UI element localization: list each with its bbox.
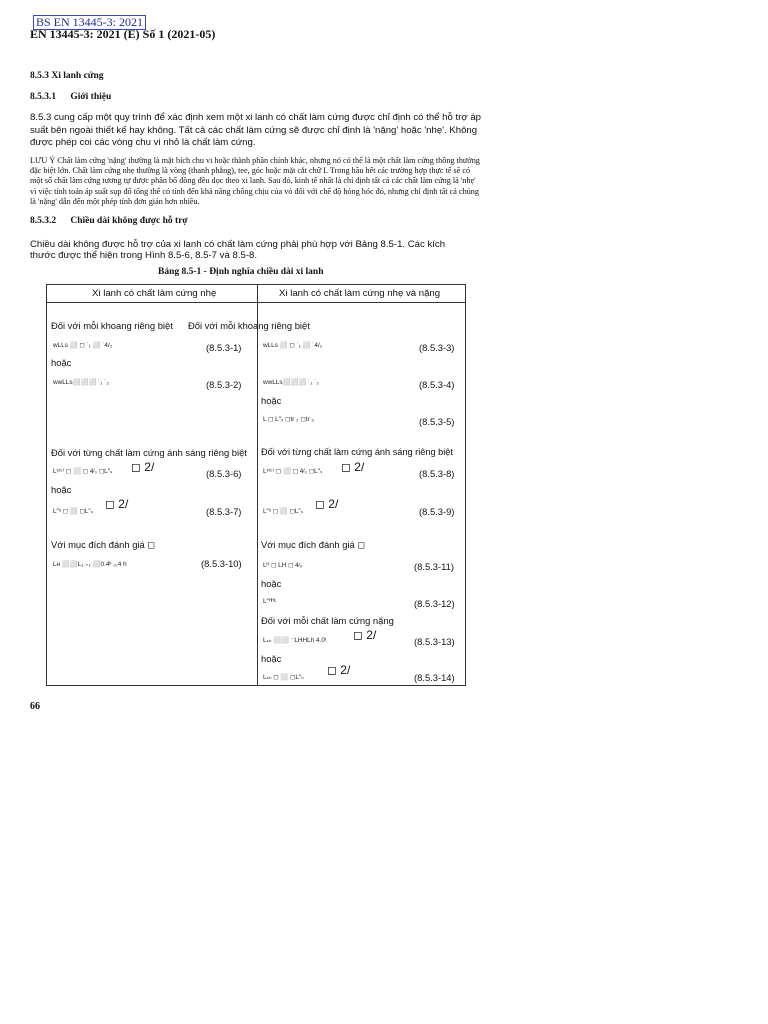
or-label: hoặc bbox=[51, 484, 72, 495]
table-header-divider bbox=[47, 302, 465, 303]
note-paragraph: LƯU Ý Chất làm cứng 'nặng' thường là mặt bích chu vi hoặc thành phần chính khác, nhưng nó có thể là một chất làm cứng thông thường đặc biệt lớn. Chất làm cứng nhẹ thường là vòng (thanh phẳng), tee, góc hoặc mặt cắt chữ I. Trong hầu hết các trường hợp thực tế sẽ có một số chất làm cứng tương tự được phân bố đồng đều dọc theo xi lanh. Sau đó, kinh tế nhất là chỉ định tất cả các chất làm cứng là 'nhẹ' vì việc tính toán áp suất sụp đổ tổng thể có tính đến khả năng chống chịu của vỏ đối với chế độ hỏng hóc đó, nhưng chỉ định tất cả chúng là 'nặng' dẫn đến một phép tính đơn giản hơn nhiều. bbox=[30, 156, 480, 206]
formula-8-5-3-13: Lₛₕ ⬜⬜ ⁻LHHLh 4.0ᵗ bbox=[263, 637, 327, 644]
cylinder-length-table bbox=[46, 284, 466, 686]
formula-8-5-3-11: Lᴴ ◻ LH ◻ 4⁄₀ bbox=[263, 562, 303, 569]
formula-8-5-3-6-term: ◻ 2/ bbox=[131, 460, 155, 474]
equation-number-8-5-3-10: (8.5.3-10) bbox=[201, 558, 242, 569]
label-each-light-right: Đối với từng chất làm cứng ánh sáng riêng biệt bbox=[261, 447, 453, 457]
formula-8-5-3-10: Lʜ ⬜⬜L₁ ₊₁ ⬜0.4ᵏ ₀,4 h bbox=[53, 561, 127, 568]
column-header-light: Xi lanh có chất làm cứng nhẹ bbox=[92, 288, 217, 299]
equation-number-8-5-3-13: (8.5.3-13) bbox=[414, 636, 455, 647]
unsupported-length-paragraph: Chiều dài không được hỗ trợ của xi lanh có chất làm cứng phải phù hợp với Bảng 8.5-1. Các kích thước được thể hiện trong Hình 8.5-6, 8.5-7 và 8.5-8. bbox=[30, 239, 446, 261]
label-each-heavy: Đối với mỗi chất làm cứng nặng bbox=[261, 615, 394, 626]
equation-number-8-5-3-5: (8.5.3-5) bbox=[419, 416, 455, 427]
formula-8-5-3-12: L″ᴴᴴᴸ bbox=[263, 598, 277, 605]
equation-number-8-5-3-7: (8.5.3-7) bbox=[206, 506, 242, 517]
label-each-spacing-left: Đối với mỗi khoang riêng biệt bbox=[51, 320, 173, 331]
formula-8-5-3-7: L″ˢ ◻ ⬜ ◻L″ₛ bbox=[53, 508, 94, 515]
or-label: hoặc bbox=[51, 357, 72, 368]
formula-8-5-3-13-term: ◻ 2/ bbox=[353, 628, 377, 642]
formula-8-5-3-14-term: ◻ 2/ bbox=[327, 663, 351, 677]
formula-8-5-3-3: wLLs ⬜ ◻ ˙₁ ⬜ ˙4/₂ bbox=[263, 342, 323, 349]
formula-8-5-3-7-term: ◻ 2/ bbox=[105, 497, 129, 511]
section-heading-8-5-3-2: 8.5.3.2 Chiều dài không được hỗ trợ bbox=[30, 216, 188, 226]
equation-number-8-5-3-2: (8.5.3-2) bbox=[206, 379, 242, 390]
equation-number-8-5-3-4: (8.5.3-4) bbox=[419, 379, 455, 390]
formula-8-5-3-14: Lₛₕ ◻ ⬜ ◻L″ₕ bbox=[263, 674, 304, 681]
table-column-divider bbox=[257, 285, 258, 685]
formula-8-5-3-9: L″ˢ ◻ ⬜ ◻L″ₛ bbox=[263, 508, 304, 515]
equation-number-8-5-3-6: (8.5.3-6) bbox=[206, 468, 242, 479]
equation-number-8-5-3-14: (8.5.3-14) bbox=[414, 672, 455, 683]
standard-reference-link[interactable]: BS EN 13445-3: 2021 bbox=[33, 15, 146, 30]
equation-number-8-5-3-8: (8.5.3-8) bbox=[419, 468, 455, 479]
label-evaluation-left: Với mục đích đánh giá ◻ bbox=[51, 539, 156, 550]
standard-issue-header: EN 13445-3: 2021 (E) Số 1 (2021-05) bbox=[30, 27, 216, 41]
label-evaluation-right: Với mục đích đánh giá ◻ bbox=[261, 539, 366, 550]
formula-8-5-3-8: Lˢ⁽ᶜ⁾ ◻ ⬜ ◻ 4⁄₀ ◻L″ₛ bbox=[263, 468, 323, 475]
label-each-spacing-right: Đối với mỗi khoang riêng biệt bbox=[188, 320, 310, 331]
formula-8-5-3-4: wwLLs⬜⬜⬜ ˙₁ ˙₂ bbox=[263, 379, 319, 386]
column-header-light-heavy: Xi lanh có chất làm cứng nhẹ và nặng bbox=[279, 288, 441, 299]
table-caption: Bảng 8.5-1 - Định nghĩa chiều dài xi lanh bbox=[158, 267, 324, 277]
label-each-light-left: Đối với từng chất làm cứng ánh sáng riêng biệt bbox=[51, 447, 247, 458]
equation-number-8-5-3-12: (8.5.3-12) bbox=[414, 598, 455, 609]
equation-number-8-5-3-9: (8.5.3-9) bbox=[419, 506, 455, 517]
equation-number-8-5-3-1: (8.5.3-1) bbox=[206, 342, 242, 353]
page-number: 66 bbox=[30, 701, 40, 712]
section-heading-8-5-3-1: 8.5.3.1 Giới thiệu bbox=[30, 92, 112, 102]
formula-8-5-3-5: L ◻ L″ₛ ◻tr ₂ ◻tr ₃ bbox=[263, 416, 314, 423]
or-label: hoặc bbox=[261, 395, 282, 406]
or-label: hoặc bbox=[261, 653, 282, 664]
intro-paragraph: 8.5.3 cung cấp một quy trình để xác định xem một xi lanh có chất làm cứng được chỉ định có thể hỗ trợ áp suất bên ngoài thiết kế hay không. Tất cả các chất làm cứng sẽ được chỉ định là 'nặng' hoặc 'nhẹ'. Không được phép coi các vòng chu vi nhỏ là chất làm cứng. bbox=[30, 112, 481, 148]
section-heading-8-5-3: 8.5.3 Xi lanh cứng bbox=[30, 71, 104, 81]
equation-number-8-5-3-3: (8.5.3-3) bbox=[419, 342, 455, 353]
formula-8-5-3-6: Lˢ⁽ᶜ⁾ ◻ ⬜ ◻ 4⁄₀ ◻L″ₛ bbox=[53, 468, 113, 475]
or-label: hoặc bbox=[261, 578, 282, 589]
equation-number-8-5-3-11: (8.5.3-11) bbox=[414, 561, 454, 572]
formula-8-5-3-9-term: ◻ 2/ bbox=[315, 497, 339, 511]
formula-8-5-3-8-term: ◻ 2/ bbox=[341, 460, 365, 474]
formula-8-5-3-1: wLLs ⬜ ◻ ˙₁ ⬜ ˙4/₂ bbox=[53, 342, 113, 349]
formula-8-5-3-2: wwLLs⬜⬜⬜ ˙₁ ˙₂ bbox=[53, 379, 109, 386]
